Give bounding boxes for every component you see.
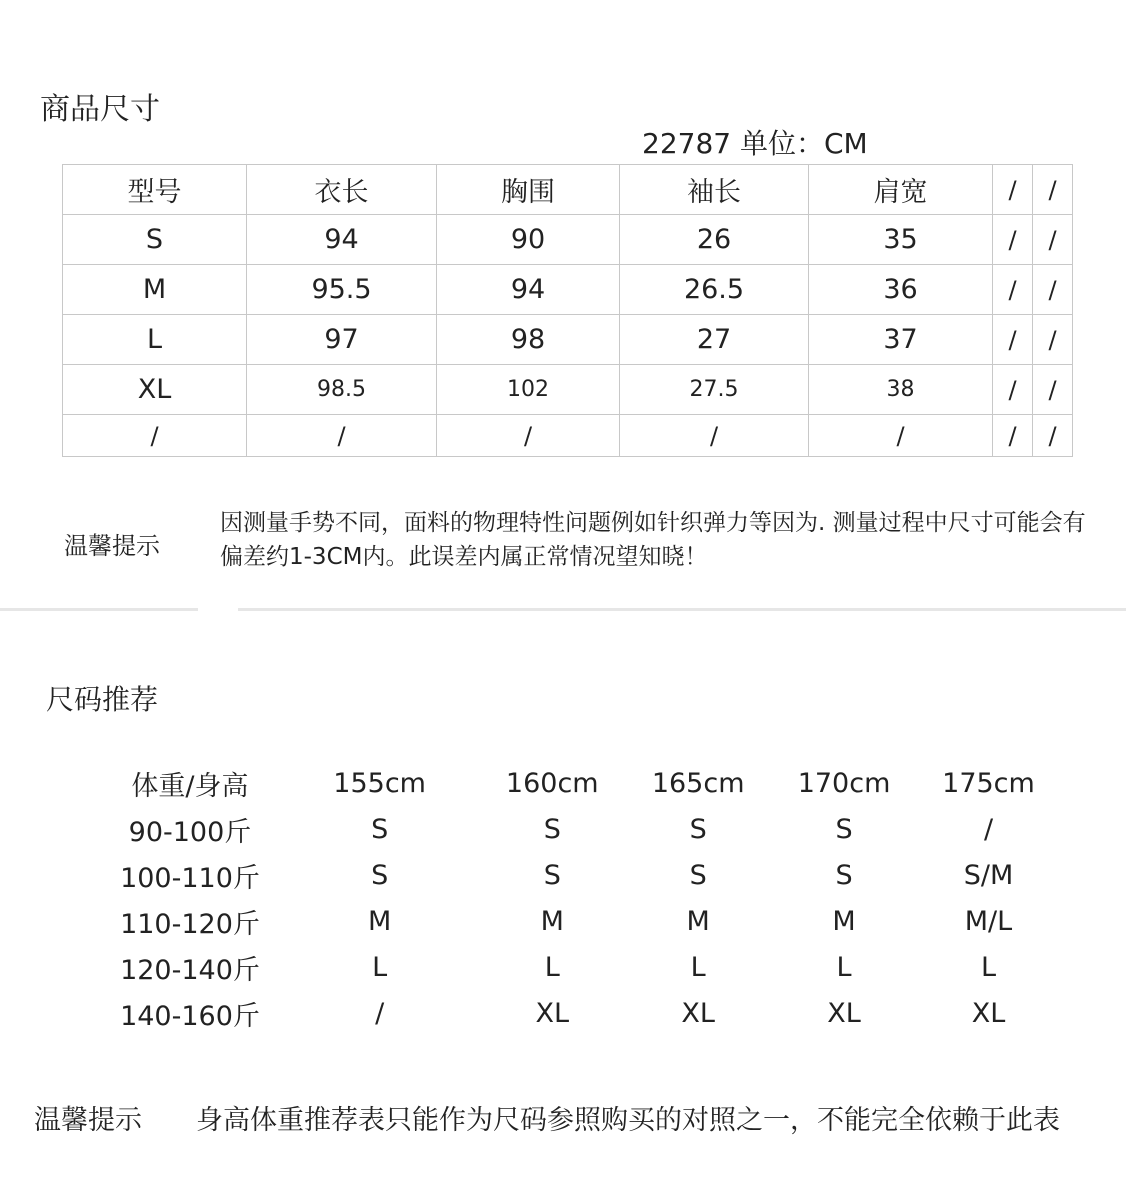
recommend-row <box>100 990 1060 1036</box>
table-cell: / <box>993 365 1033 415</box>
table-cell: / <box>993 215 1033 265</box>
recommend-cell: S <box>835 859 853 891</box>
recommend-cell: 100-110斤 <box>120 862 260 894</box>
bottom-tip-label: 温馨提示 <box>34 1105 142 1136</box>
table-cell: / <box>809 415 993 457</box>
recommend-cell: M <box>540 905 564 937</box>
table-cell: / <box>993 415 1033 457</box>
header-cell-model: 型号 <box>63 165 247 215</box>
unit-label: 22787 单位：CM <box>642 127 868 160</box>
size-recommend-title: 尺码推荐 <box>46 683 159 716</box>
recommend-cell: S <box>543 859 561 891</box>
recommend-row <box>100 806 1060 852</box>
recommend-cell: L <box>544 951 560 983</box>
size-table-header-row <box>63 165 1073 215</box>
recommend-header-cell: 体重/身高 <box>131 770 249 802</box>
table-cell: / <box>1033 365 1073 415</box>
table-cell: M <box>63 265 247 315</box>
recommend-header-cell: 155cm <box>333 767 426 799</box>
table-cell: 98 <box>437 315 620 365</box>
table-cell: 94 <box>437 265 620 315</box>
recommend-cell: 120-140斤 <box>120 954 260 986</box>
table-cell: / <box>437 415 620 457</box>
recommend-cell: M <box>686 905 710 937</box>
table-cell: 26.5 <box>620 265 809 315</box>
recommend-header-cell: 175cm <box>942 767 1035 799</box>
table-cell: 98.5 <box>247 365 437 415</box>
header-cell-shoulder: 肩宽 <box>809 165 993 215</box>
table-cell: 102 <box>437 365 620 415</box>
recommend-cell: S <box>835 813 853 845</box>
table-row <box>63 365 1073 415</box>
table-cell: / <box>63 415 247 457</box>
recommend-row <box>100 852 1060 898</box>
recommend-cell: / <box>983 813 994 845</box>
section-divider <box>238 608 1126 611</box>
recommend-cell: XL <box>827 997 861 1029</box>
recommend-header-cell: 160cm <box>505 767 599 799</box>
tip-label: 温馨提示 <box>64 532 160 560</box>
table-cell: L <box>63 315 247 365</box>
table-cell: / <box>1033 265 1073 315</box>
table-cell: / <box>1033 215 1073 265</box>
table-cell: 37 <box>809 315 993 365</box>
size-table <box>62 164 1073 457</box>
table-cell: S <box>63 215 247 265</box>
table-cell: 95.5 <box>247 265 437 315</box>
table-cell: 97 <box>247 315 437 365</box>
table-cell: 35 <box>809 215 993 265</box>
product-size-title: 商品尺寸 <box>40 92 160 127</box>
table-cell: XL <box>63 365 247 415</box>
recommend-cell: S <box>689 859 707 891</box>
table-cell: / <box>620 415 809 457</box>
table-cell: / <box>993 315 1033 365</box>
table-cell: / <box>247 415 437 457</box>
table-cell: / <box>1033 315 1073 365</box>
header-cell-sleeve: 袖长 <box>620 165 809 215</box>
table-row <box>63 265 1073 315</box>
table-cell: 26 <box>620 215 809 265</box>
recommend-cell: M <box>832 905 856 937</box>
recommend-cell: M <box>367 905 392 937</box>
recommend-cell: / <box>375 997 385 1029</box>
table-cell: 90 <box>437 215 620 265</box>
recommend-cell: L <box>980 951 997 983</box>
recommend-cell: L <box>372 951 388 983</box>
table-cell: 27 <box>620 315 809 365</box>
recommend-header-cell: 170cm <box>797 767 891 799</box>
header-cell-chest: 胸围 <box>437 165 620 215</box>
recommend-header-row <box>100 760 1060 806</box>
recommend-cell: L <box>836 951 852 983</box>
recommend-header-cell: 165cm <box>651 767 745 799</box>
tip-text: 因测量手势不同，面料的物理特性问题例如针织弹力等因为. 测量过程中尺寸可能会有偏差约1-3CM内。此误差内属正常情况望知晓！ <box>220 510 1086 570</box>
table-cell: 27.5 <box>620 365 809 415</box>
header-cell-empty: / <box>993 165 1033 215</box>
table-cell: 38 <box>809 365 993 415</box>
size-recommend-grid <box>100 760 1060 1036</box>
recommend-cell: S/M <box>963 859 1014 891</box>
table-cell: / <box>993 265 1033 315</box>
recommend-cell: 90-100斤 <box>128 816 252 848</box>
bottom-tip-text: 身高体重推荐表只能作为尺码参照购买的对照之一，不能完全依赖于此表 <box>196 1105 1060 1136</box>
section-divider <box>0 608 198 611</box>
recommend-cell: S <box>371 813 389 845</box>
recommend-cell: XL <box>681 997 715 1029</box>
header-cell-empty: / <box>1033 165 1073 215</box>
recommend-cell: S <box>543 813 561 845</box>
recommend-cell: XL <box>971 997 1006 1029</box>
table-row <box>63 315 1073 365</box>
recommend-cell: M/L <box>964 905 1013 937</box>
header-cell-length: 衣长 <box>247 165 437 215</box>
recommend-cell: 110-120斤 <box>120 908 260 940</box>
recommend-cell: L <box>690 951 706 983</box>
recommend-cell: S <box>689 813 707 845</box>
recommend-cell: S <box>371 859 389 891</box>
recommend-cell: XL <box>535 997 570 1029</box>
table-cell: 36 <box>809 265 993 315</box>
recommend-row <box>100 944 1060 990</box>
table-cell: 94 <box>247 215 437 265</box>
recommend-cell: 140-160斤 <box>120 1000 260 1032</box>
recommend-row <box>100 898 1060 944</box>
table-row <box>63 415 1073 457</box>
table-cell: / <box>1033 415 1073 457</box>
table-row <box>63 215 1073 265</box>
